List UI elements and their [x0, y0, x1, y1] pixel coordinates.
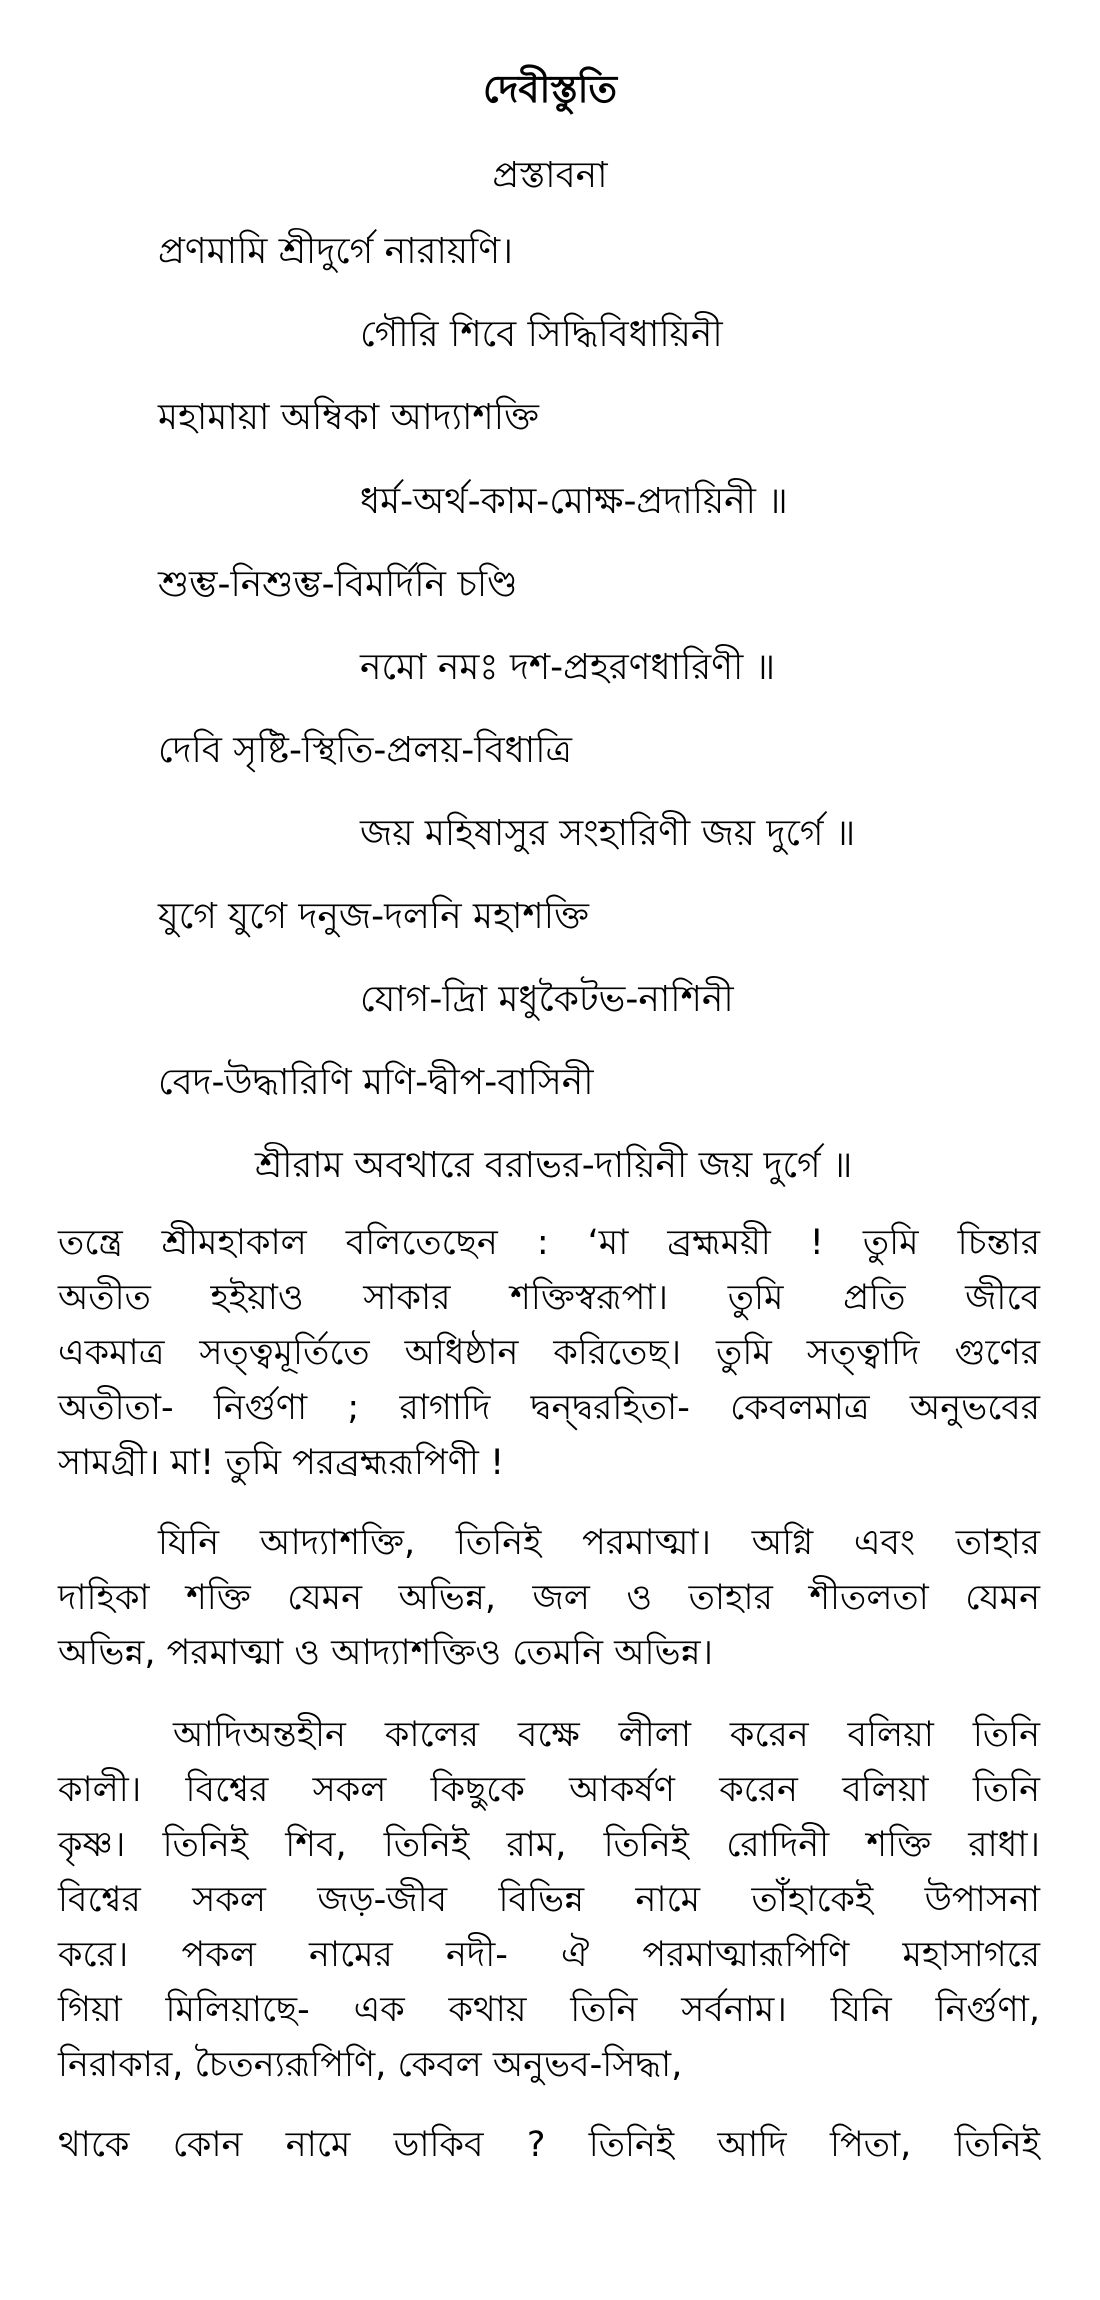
paragraph-line: একমাত্র সত্ত্বমূর্তিতে অধিষ্ঠান করিতেছ। তুমি সত্ত্বাদি গুণের: [58, 1333, 1040, 1373]
paragraph-line: কালী। বিশ্বের সকল কিছুকে আকর্ষণ করেন বলিয়া তিনি: [58, 1770, 1040, 1810]
verse-line: শুম্ভ-নিশুম্ভ-বিমর্দিনি চণ্ডি: [158, 564, 518, 605]
verse-line: বেদ-উদ্ধারিণি মণি-দ্বীপ-বাসিনী: [158, 1062, 594, 1103]
verse-line: ধর্ম-অর্থ-কাম-মোক্ষ-প্রদায়িনী ॥: [360, 481, 788, 522]
paragraph-line: নিরাকার, চৈতন্যরূপিণি, কেবল অনুভব-সিদ্ধা,: [58, 2045, 683, 2085]
paragraph-line: তন্ত্রে শ্রীমহাকাল বলিতেছেন : ‘মা ব্রহ্মময়ী ! তুমি চিন্তার: [58, 1223, 1040, 1263]
paragraph-line: করে। পকল নামের নদী- ঐ পরমাত্মারূপিণি মহাসাগরে: [58, 1935, 1040, 1975]
verse-line: মহামায়া অম্বিকা আদ্যাশক্তি: [158, 397, 539, 438]
paragraph-line: কৃষ্ণ। তিনিই শিব, তিনিই রাম, তিনিই রোদিনী শক্তি রাধা।: [58, 1825, 1040, 1865]
verse-line: শ্রীরাম অবথারে বরাভর-দায়িনী জয় দুর্গে ॥: [255, 1145, 853, 1186]
paragraph-3: [58, 1708, 1040, 2093]
verse-line: প্রণমামি শ্রীদুর্গে নারায়ণি।: [158, 231, 513, 272]
paragraph-line: আদিঅন্তহীন কালের বক্ষে লীলা করেন বলিয়া তিনি: [173, 1715, 1040, 1755]
paragraph-line: গিয়া মিলিয়াছে- এক কথায় তিনি সর্বনাম। যিনি নির্গুণা,: [58, 1990, 1040, 2030]
paragraph-line: থাকে কোন নামে ডাকিব ? তিনিই আদি পিতা, তিনিই: [58, 2125, 1040, 2165]
verse-line: জয় মহিষাসুর সংহারিণী জয় দুর্গে ॥: [360, 813, 856, 854]
document-title: দেবীস্তুতি: [482, 67, 618, 111]
paragraph-2: [58, 1516, 1040, 1681]
paragraph-line: অতীতা- নির্গুণা ; রাগাদি দ্বন্দ্বরহিতা- কেবলমাত্র অনুভবের: [58, 1388, 1040, 1428]
document-subtitle: প্রস্তাবনা: [492, 155, 608, 196]
verse-line: যোগ-দ্রিা মধুকৈটভ-নাশিনী: [360, 979, 734, 1020]
verse-line: নমো নমঃ দশ-প্রহরণধারিণী ॥: [360, 647, 776, 688]
paragraph-1: [58, 1216, 1040, 1491]
paragraph-line: অতীত হইয়াও সাকার শক্তিস্বরূপা। তুমি প্রতি জীবে: [58, 1278, 1040, 1318]
paragraph-line: যিনি আদ্যাশক্তি, তিনিই পরমাত্মা। অগ্নি এবং তাহার: [158, 1523, 1040, 1563]
paragraph-line: বিশ্বের সকল জড়-জীব বিভিন্ন নামে তাঁহাকেই উপাসনা: [58, 1880, 1040, 1920]
paragraph-line: অভিন্ন, পরমাত্মা ও আদ্যাশক্তিও তেমনি অভিন্ন।: [58, 1633, 714, 1673]
paragraph-line: সামগ্রী। মা! তুমি পরব্রহ্মরূপিণী !: [58, 1443, 505, 1483]
verse-line: দেবি সৃষ্টি-স্থিতি-প্রলয়-বিধাত্রি: [158, 730, 572, 771]
paragraph-4: [58, 2118, 1040, 2173]
paragraph-line: দাহিকা শক্তি যেমন অভিন্ন, জল ও তাহার শীতলতা যেমন: [58, 1578, 1040, 1618]
verse-line: যুগে যুগে দনুজ-দলনি মহাশক্তি: [158, 896, 589, 937]
verse-line: গৌরি শিবে সিদ্ধিবিধায়িনী: [360, 314, 723, 355]
